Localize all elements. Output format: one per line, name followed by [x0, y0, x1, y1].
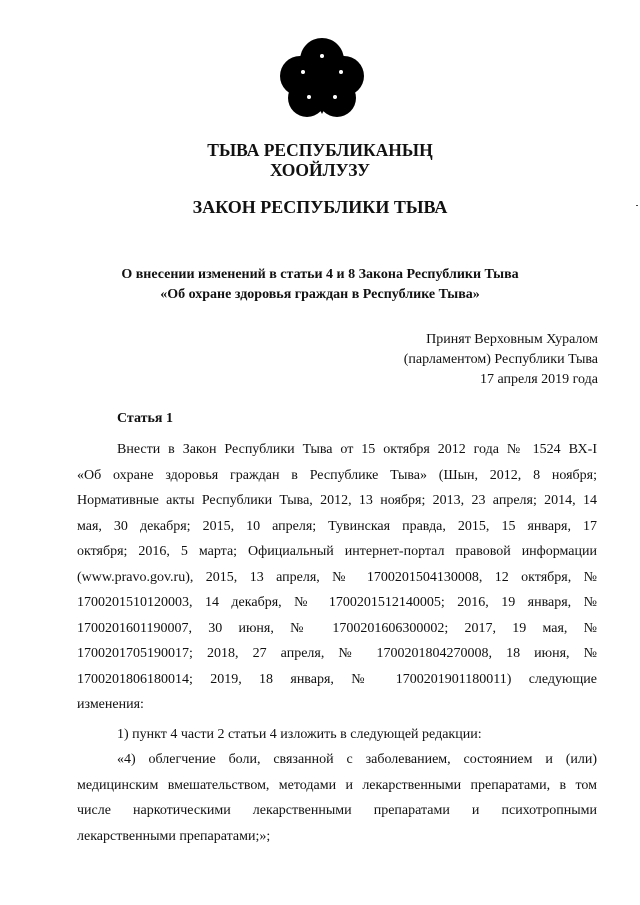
body-line: лекарственными препаратами;»; — [77, 828, 271, 844]
law-subtitle-line1: О внесении изменений в статьи 4 и 8 Закона Республики Тыва — [121, 267, 519, 282]
body-line: медицинским вмешательством, методами и лекарственными препаратами, в том — [77, 777, 597, 793]
adoption-note — [404, 330, 598, 390]
law-subtitle — [0, 265, 640, 305]
law-subtitle-line2: «Об охране здоровья граждан в Республике Тыва» — [160, 287, 480, 302]
body-line: 1700201806180014; 2019, 18 января, № 1700201901180011) следующие — [77, 671, 597, 687]
tuva-law-title-line2: ХООЙЛУЗУ — [270, 160, 370, 180]
body-line: 1700201705190017; 2018, 27 апреля, № 1700201804270008, 18 июня, № — [77, 646, 597, 661]
article-title: Статья 1 — [117, 411, 173, 426]
article-body — [77, 437, 597, 849]
body-line: Нормативные акты Республики Тыва, 2012, 13 ноября; 2013, 23 апреля; 2014, 14 — [77, 493, 597, 508]
adoption-line1: Принят Верховным Хуралом — [426, 332, 598, 347]
body-line: 1700201601190007, 30 июня, № 1700201606300002; 2017, 19 мая, № — [77, 620, 597, 636]
body-line: (www.pravo.gov.ru), 2015, 13 апреля, № 1700201504130008, 12 октября, № — [77, 569, 597, 585]
adoption-line2: (парламентом) Республики Тыва — [403, 352, 598, 367]
tuva-emblem-icon — [277, 34, 367, 124]
body-line: 1700201510120003, 14 декабря, № 1700201512140005; 2016, 19 января, № — [77, 595, 597, 610]
body-line: «4) облегчение боли, связанной с заболеванием, состоянием и (или) — [117, 752, 597, 767]
tuva-law-title — [0, 140, 640, 180]
body-line: «Об охране здоровья граждан в Республике Тыва» (Шын, 2012, 8 ноября; — [77, 467, 597, 483]
adoption-date: 17 апреля 2019 года — [480, 372, 598, 387]
tuva-law-title-line1: ТЫВА РЕСПУБЛИКАНЫҢ — [207, 140, 433, 160]
body-line: числе наркотическими лекарственными препаратами и психотропными — [77, 803, 597, 818]
law-title: ЗАКОН РЕСПУБЛИКИ ТЫВА — [192, 197, 448, 217]
body-line: мая, 30 декабря; 2015, 10 апреля; Тувинская правда, 2015, 15 января, 17 — [77, 518, 597, 534]
body-line: изменения: — [77, 697, 144, 712]
body-line: 1) пункт 4 части 2 статьи 4 изложить в следующей редакции: — [117, 726, 482, 742]
body-line: Внести в Закон Республики Тыва от 15 октября 2012 года № 1524 ВХ-I — [117, 442, 597, 457]
body-line: октября; 2016, 5 марта; Официальный интернет-портал правовой информации — [77, 544, 597, 559]
